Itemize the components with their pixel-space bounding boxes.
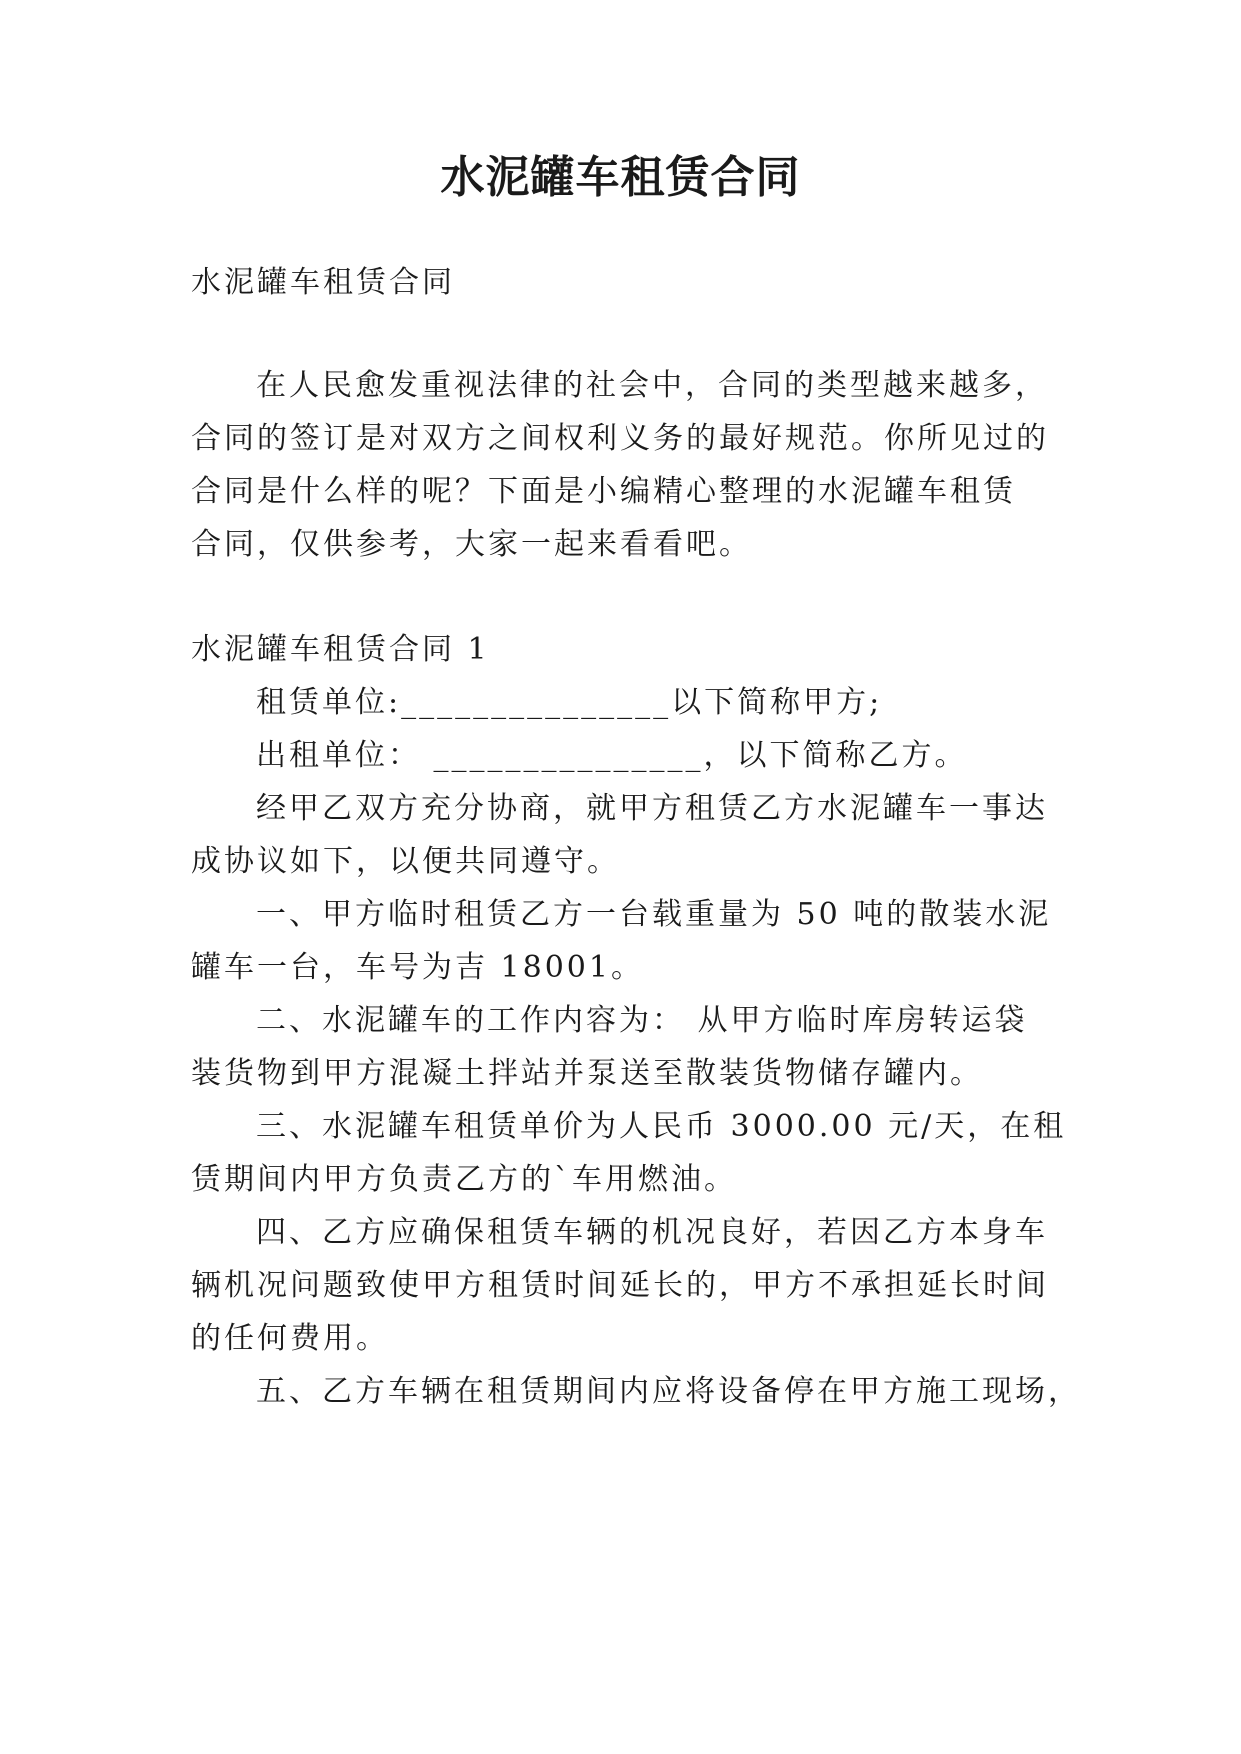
body-line: 装货物到甲方混凝土拌站并泵送至散装货物储存罐内。 bbox=[191, 1056, 983, 1091]
body-line: 五、乙方车辆在租赁期间内应将设备停在甲方施工现场， bbox=[256, 1374, 1081, 1409]
body-line: 成协议如下，以便共同遵守。 bbox=[191, 844, 620, 879]
intro-line: 合同的签订是对双方之间权利义务的最好规范。你所见过的 bbox=[191, 421, 1049, 456]
section-heading: 水泥罐车租赁合同 1 bbox=[191, 632, 490, 667]
intro-line: 合同，仅供参考，大家一起来看看吧。 bbox=[191, 527, 752, 562]
document-title: 水泥罐车租赁合同 bbox=[440, 152, 801, 203]
body-line: 出租单位： _______________，以下简称乙方。 bbox=[256, 738, 968, 773]
body-line: 辆机况问题致使甲方租赁时间延长的，甲方不承担延长时间 bbox=[191, 1268, 1049, 1303]
body-line: 的任何费用。 bbox=[191, 1321, 389, 1356]
body-line: 一、甲方临时租赁乙方一台载重量为 50 吨的散装水泥 bbox=[256, 897, 1052, 932]
body-line: 经甲乙双方充分协商，就甲方租赁乙方水泥罐车一事达 bbox=[256, 791, 1048, 826]
body-line: 三、水泥罐车租赁单价为人民币 3000.00 元/天，在租 bbox=[256, 1109, 1067, 1144]
body-line: 罐车一台，车号为吉 18001。 bbox=[191, 950, 644, 985]
body-line: 二、水泥罐车的工作内容为： 从甲方临时库房转运袋 bbox=[256, 1003, 1028, 1038]
body-line: 赁期间内甲方负责乙方的`车用燃油。 bbox=[191, 1162, 737, 1197]
body-line: 四、乙方应确保租赁车辆的机况良好，若因乙方本身车 bbox=[256, 1215, 1048, 1250]
document-subtitle: 水泥罐车租赁合同 bbox=[191, 265, 455, 300]
intro-line: 在人民愈发重视法律的社会中，合同的类型越来越多， bbox=[256, 368, 1048, 403]
body-line: 租赁单位:_______________以下简称甲方; bbox=[256, 685, 883, 720]
intro-line: 合同是什么样的呢？下面是小编精心整理的水泥罐车租赁 bbox=[191, 474, 1016, 509]
